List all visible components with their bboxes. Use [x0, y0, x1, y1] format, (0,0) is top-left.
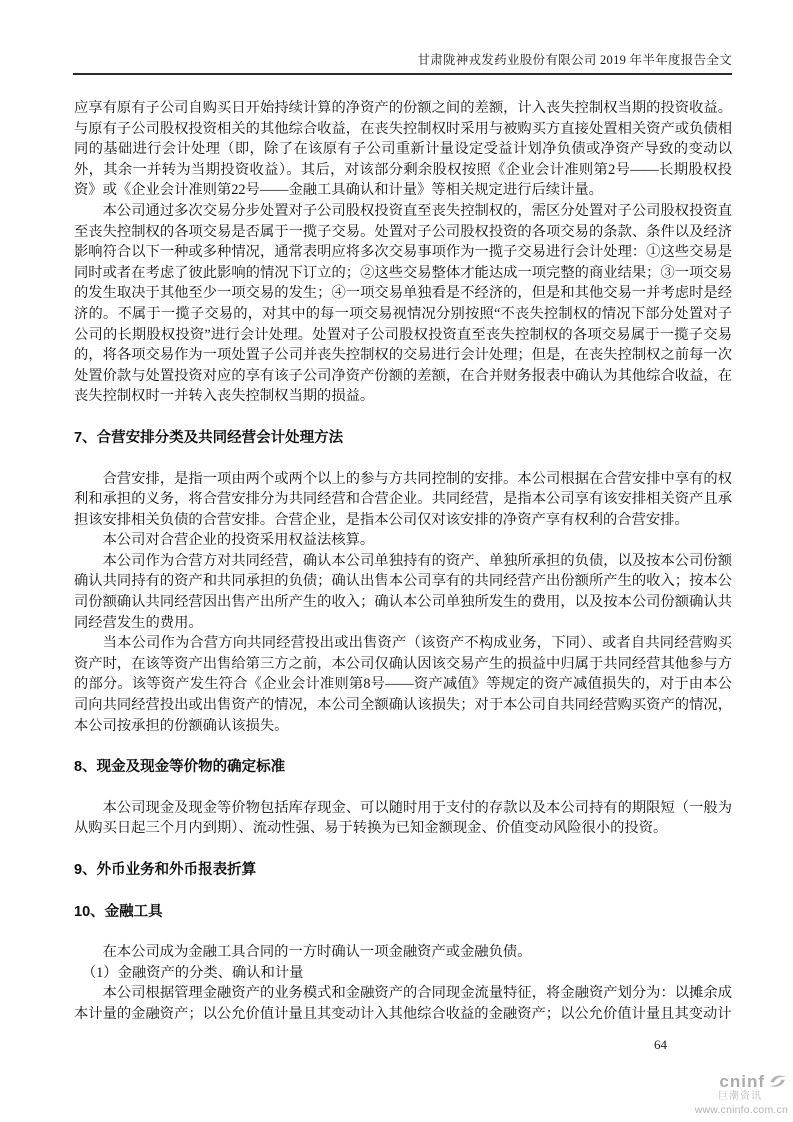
paragraph: 本公司根据管理金融资产的业务模式和金融资产的合同现金流量特征，将金融资产划分为：以摊余成本计量的金融资产；以公允价值计量且其变动计入其他综合收益的金融资产；以公允价值计量且其变动计	[74, 985, 732, 1022]
paragraph: 本公司作为合营方对共同经营，确认本公司单独持有的资产、单独所承担的负债，以及按本公司份额确认共同持有的资产和共同承担的负债；确认出售本公司享有的共同经营产出份额所产生的收入；按本公司份额确认共同经营因出售产出所产生的收入；确认本公司单独所发生的费用，以及按本公司份额确认共同经营发生的费用。	[74, 552, 732, 631]
report-title: 甘肃陇神戎发药业股份有限公司 2019 年半年度报告全文	[417, 53, 732, 67]
paragraph: 在本公司成为金融工具合同的一方时确认一项金融资产或金融负债。	[102, 944, 532, 961]
header-rule	[73, 73, 732, 75]
document-body	[74, 98, 732, 1025]
cninfo-brand-text: cninf	[719, 1072, 765, 1091]
cninfo-logo	[684, 1072, 788, 1116]
paragraph: 本公司通过多次交易分步处置对子公司股权投资直至丧失控制权的，需区分处置对子公司股权投资直至丧失控制权的各项交易是否属于一揽子交易。处置对子公司股权投资的各项交易的条款、条件以及经济影响符合以下一种或多种情况，通常表明应将多次交易事项作为一揽子交易进行会计处理：①这些交易是同时或者在考虑了彼此影响的情况下订立的；②这些交易整体才能达成一项完整的商业结果；③一项交易的发生取决于其他至少一项交易的发生；④一项交易单独看是不经济的，但是和其他交易一并考虑时是经济的。不属于一揽子交易的，对其中的每一项交易视情况分别按照“不丧失控制权的情况下部分处置对子公司的长期股权投资”进行会计处理。处置对子公司股权投资直至丧失控制权的各项交易属于一揽子交易的，将各项交易作为一项处置子公司并丧失控制权的交易进行会计处理；但是，在丧失控制权之前每一次处置价款与处置投资对应的享有该子公司净资产份额的差额，在合并财务报表中确认为其他综合收益，在丧失控制权时一并转入丧失控制权当期的损益。	[74, 202, 732, 405]
paragraph: 本公司现金及现金等价物包括库存现金、可以随时用于支付的存款以及本公司持有的期限短（一般为从购买日起三个月内到期）、流动性强、易于转换为已知金额现金、价值变动风险很小的投资。	[74, 799, 732, 837]
section-heading-10: 10、金融工具	[74, 903, 163, 920]
paragraph: 合营安排，是指一项由两个或两个以上的参与方共同控制的安排。本公司根据在合营安排中享有的权利和承担的义务，将合营安排分为共同经营和合营企业。共同经营，是指本公司享有该安排相关资产且承担该安排相关负债的合营安排。合营企业，是指本公司仅对该安排的净资产享有权利的合营安排。	[74, 470, 732, 528]
cninfo-logo-row	[684, 1072, 788, 1090]
section-heading-9: 9、外币业务和外币报表折算	[74, 862, 257, 878]
paragraph: 本公司对合营企业的投资采用权益法核算。	[102, 532, 375, 549]
page-number: 64	[654, 1037, 667, 1052]
cninfo-caption: 巨潮资讯	[718, 1091, 762, 1102]
cninfo-site-url: www.cninfo.com.cn	[694, 1104, 788, 1116]
swirl-icon	[767, 1072, 788, 1090]
paragraph: 应享有原有子公司自购买日开始持续计算的净资产的份额之间的差额，计入丧失控制权当期的投资收益。与原有子公司股权投资相关的其他综合收益，在丧失控制权时采用与被购买方直接处置相关资产或负债相同的基础进行会计处理（即，除了在该原有子公司重新计量设定受益计划净负债或净资产导致的变动以外，其余一并转为当期投资收益）。其后，对该部分剩余股权按照《企业会计准则第2号——长期股权投资》或《企业会计准则第22号——金融工具确认和计量》等相关规定进行后续计量。	[74, 100, 732, 199]
section-heading-8: 8、现金及现金等价物的确定标准	[74, 759, 286, 776]
section-heading-7: 7、合营安排分类及共同经营会计处理方法	[74, 429, 344, 446]
paragraph: 当本公司作为合营方向共同经营投出或出售资产（该资产不构成业务，下同）、或者自共同经营购买资产时，在该等资产出售给第三方之前，本公司仅确认因该交易产生的损益中归属于共同经营其他参与方的部分。该等资产发生符合《企业会计准则第8号——资产减值》等规定的资产减值损失的，对于由本公司向共同经营投出或出售资产的情况，本公司全额确认该损失；对于本公司自共同经营购买资产的情况，本公司按承担的份额确认该损失。	[74, 635, 732, 734]
paragraph-subitem: （1）金融资产的分类、确认和计量	[81, 964, 304, 981]
page-header	[73, 52, 732, 75]
